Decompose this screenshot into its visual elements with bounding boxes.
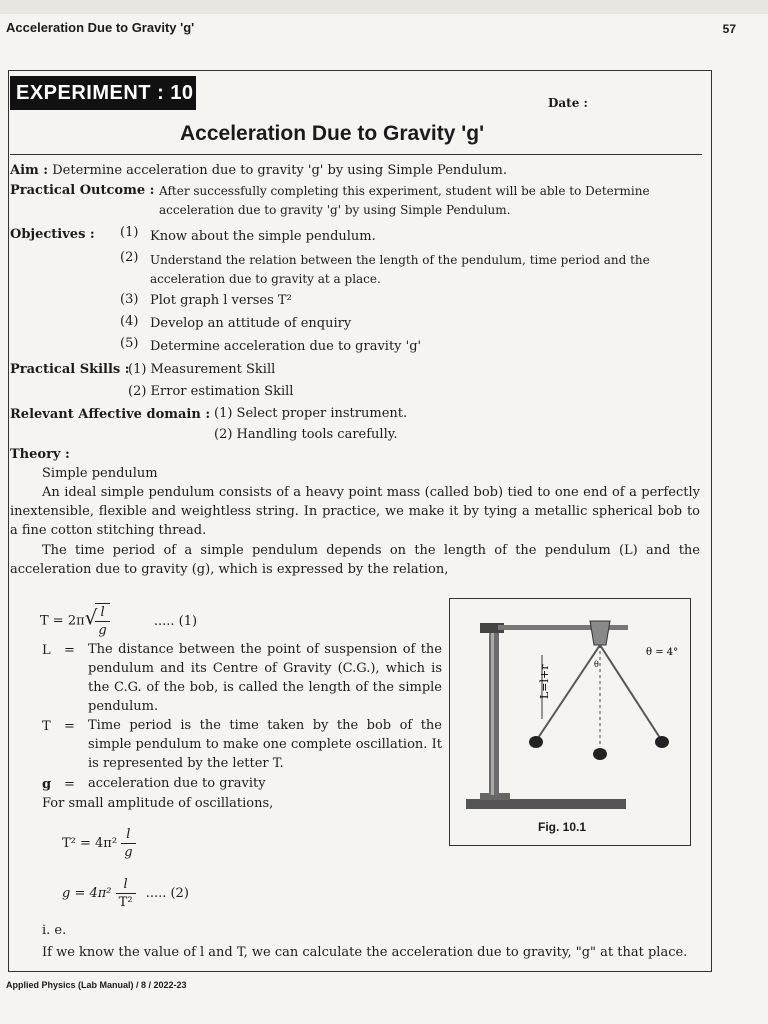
eq2-numerator: l	[121, 826, 135, 844]
aim-label: Aim :	[10, 163, 49, 178]
bob-left	[529, 736, 543, 748]
affective-item-1: (1) Select proper instrument.	[214, 406, 408, 421]
ie-label: i. e.	[42, 923, 67, 938]
angle-label: θ	[594, 660, 599, 669]
objective-item-2-line-1: Understand the relation between the length of the pendulum, time period and the	[150, 253, 650, 267]
figure-box	[449, 598, 691, 846]
split-cork	[590, 621, 610, 645]
eq3-lhs: g = 4π²	[62, 886, 112, 901]
eq3-tag: ..... (2)	[145, 886, 189, 901]
objective-item-1: Know about the simple pendulum.	[150, 229, 376, 244]
experiment-banner: EXPERIMENT : 10	[10, 76, 196, 110]
running-title: Acceleration Due to Gravity 'g'	[6, 20, 195, 35]
string-right	[600, 645, 662, 741]
objective-num-2: (2)	[120, 250, 139, 265]
eq1-tag: ..... (1)	[153, 613, 198, 629]
theory-paragraph-1: An ideal simple pendulum consists of a heavy point mass (called bob) tied to one end of a perfectly inextensible, flexible and weightless string. In practice, we make it by tying a metallic spherical bob to a fine cotton stitching thread.	[10, 485, 700, 538]
eq3-numerator: l	[116, 876, 136, 894]
title-divider	[10, 154, 702, 155]
def-symbol-T: T	[42, 719, 51, 734]
equation-1	[40, 603, 197, 639]
pendulum-diagram	[450, 599, 690, 845]
theory-label: Theory :	[10, 447, 70, 462]
objective-num-5: (5)	[120, 336, 139, 351]
theory-subheading: Simple pendulum	[42, 466, 158, 481]
page-number: 57	[722, 22, 736, 36]
def-text-g: acceleration due to gravity	[88, 776, 266, 791]
def-symbol-L: L	[42, 643, 51, 658]
def-text-L: The distance between the point of suspension of the pendulum and its Centre of Gravity (C.G.), which is the C.G. of the bob, is called the length of the simple pendulum.	[88, 642, 442, 714]
def-equals-g: =	[64, 777, 75, 792]
aim-row	[10, 162, 507, 179]
eq3-fraction	[116, 876, 136, 911]
outcome-line-1: After successfully completing this experiment, student will be able to Determine	[159, 184, 650, 198]
objective-item-4: Develop an attitude of enquiry	[150, 316, 352, 331]
eq2-denominator: g	[124, 845, 133, 860]
objective-item-2-line-2: acceleration due to gravity at a place.	[150, 272, 381, 286]
theory-conclusion: If we know the value of l and T, we can calculate the acceleration due to gravity, "g" at that place.	[42, 945, 688, 960]
eq1-denominator: g	[98, 623, 107, 638]
eq2-lhs: T² = 4π²	[62, 836, 118, 851]
def-equals-T: =	[64, 719, 75, 734]
affective-label: Relevant Affective domain :	[10, 407, 211, 422]
def-text-T: Time period is the time taken by the bob of the simple pendulum to make one complete oscillation. It is represented by the letter T.	[88, 718, 442, 771]
equation-3	[62, 876, 189, 911]
objective-item-3: Plot graph l verses T²	[150, 293, 292, 308]
eq2-fraction	[121, 826, 135, 861]
bob-center	[593, 748, 607, 760]
theory-paragraph-2: The time period of a simple pendulum depends on the length of the pendulum (L) and the acceleration due to gravity (g), which is expressed by the relation,	[10, 543, 700, 577]
outcome-label: Practical Outcome :	[10, 183, 155, 198]
def-symbol-g: g	[42, 777, 52, 792]
def-equals-L: =	[64, 643, 75, 658]
experiment-title: Acceleration Due to Gravity 'g'	[180, 122, 485, 145]
stand-rod-highlight	[491, 623, 494, 795]
length-label: L=l+r	[538, 664, 551, 699]
small-amplitude-note: For small amplitude of oscillations,	[42, 796, 274, 811]
eq1-fraction	[95, 603, 109, 639]
bob-right	[655, 736, 669, 748]
running-header	[6, 20, 736, 35]
eq1-numerator: l	[95, 604, 109, 622]
stand-base	[466, 799, 626, 809]
skills-label: Practical Skills :	[10, 362, 130, 377]
aim-text: Determine acceleration due to gravity 'g' by using Simple Pendulum.	[52, 163, 507, 178]
objective-num-3: (3)	[120, 292, 139, 307]
date-label: Date :	[548, 96, 588, 110]
skill-item-2: (2) Error estimation Skill	[128, 384, 294, 399]
objectives-label: Objectives :	[10, 227, 95, 242]
eq3-denominator: T²	[118, 895, 133, 910]
objective-num-1: (1)	[120, 225, 139, 240]
objective-item-5: Determine acceleration due to gravity 'g'	[150, 339, 422, 354]
objective-num-4: (4)	[120, 314, 139, 329]
outcome-line-2: acceleration due to gravity 'g' by using Simple Pendulum.	[159, 203, 511, 217]
equation-2	[62, 826, 136, 861]
eq1-lhs: T = 2π	[40, 613, 85, 629]
sqrt-symbol: √	[84, 605, 98, 630]
skill-item-1: (1) Measurement Skill	[128, 362, 276, 377]
page-footer: Applied Physics (Lab Manual) / 8 / 2022-23	[6, 980, 187, 990]
amplitude-label: θ = 4°	[646, 647, 679, 658]
figure-caption: Fig. 10.1	[538, 820, 587, 834]
affective-item-2: (2) Handling tools carefully.	[214, 427, 398, 442]
